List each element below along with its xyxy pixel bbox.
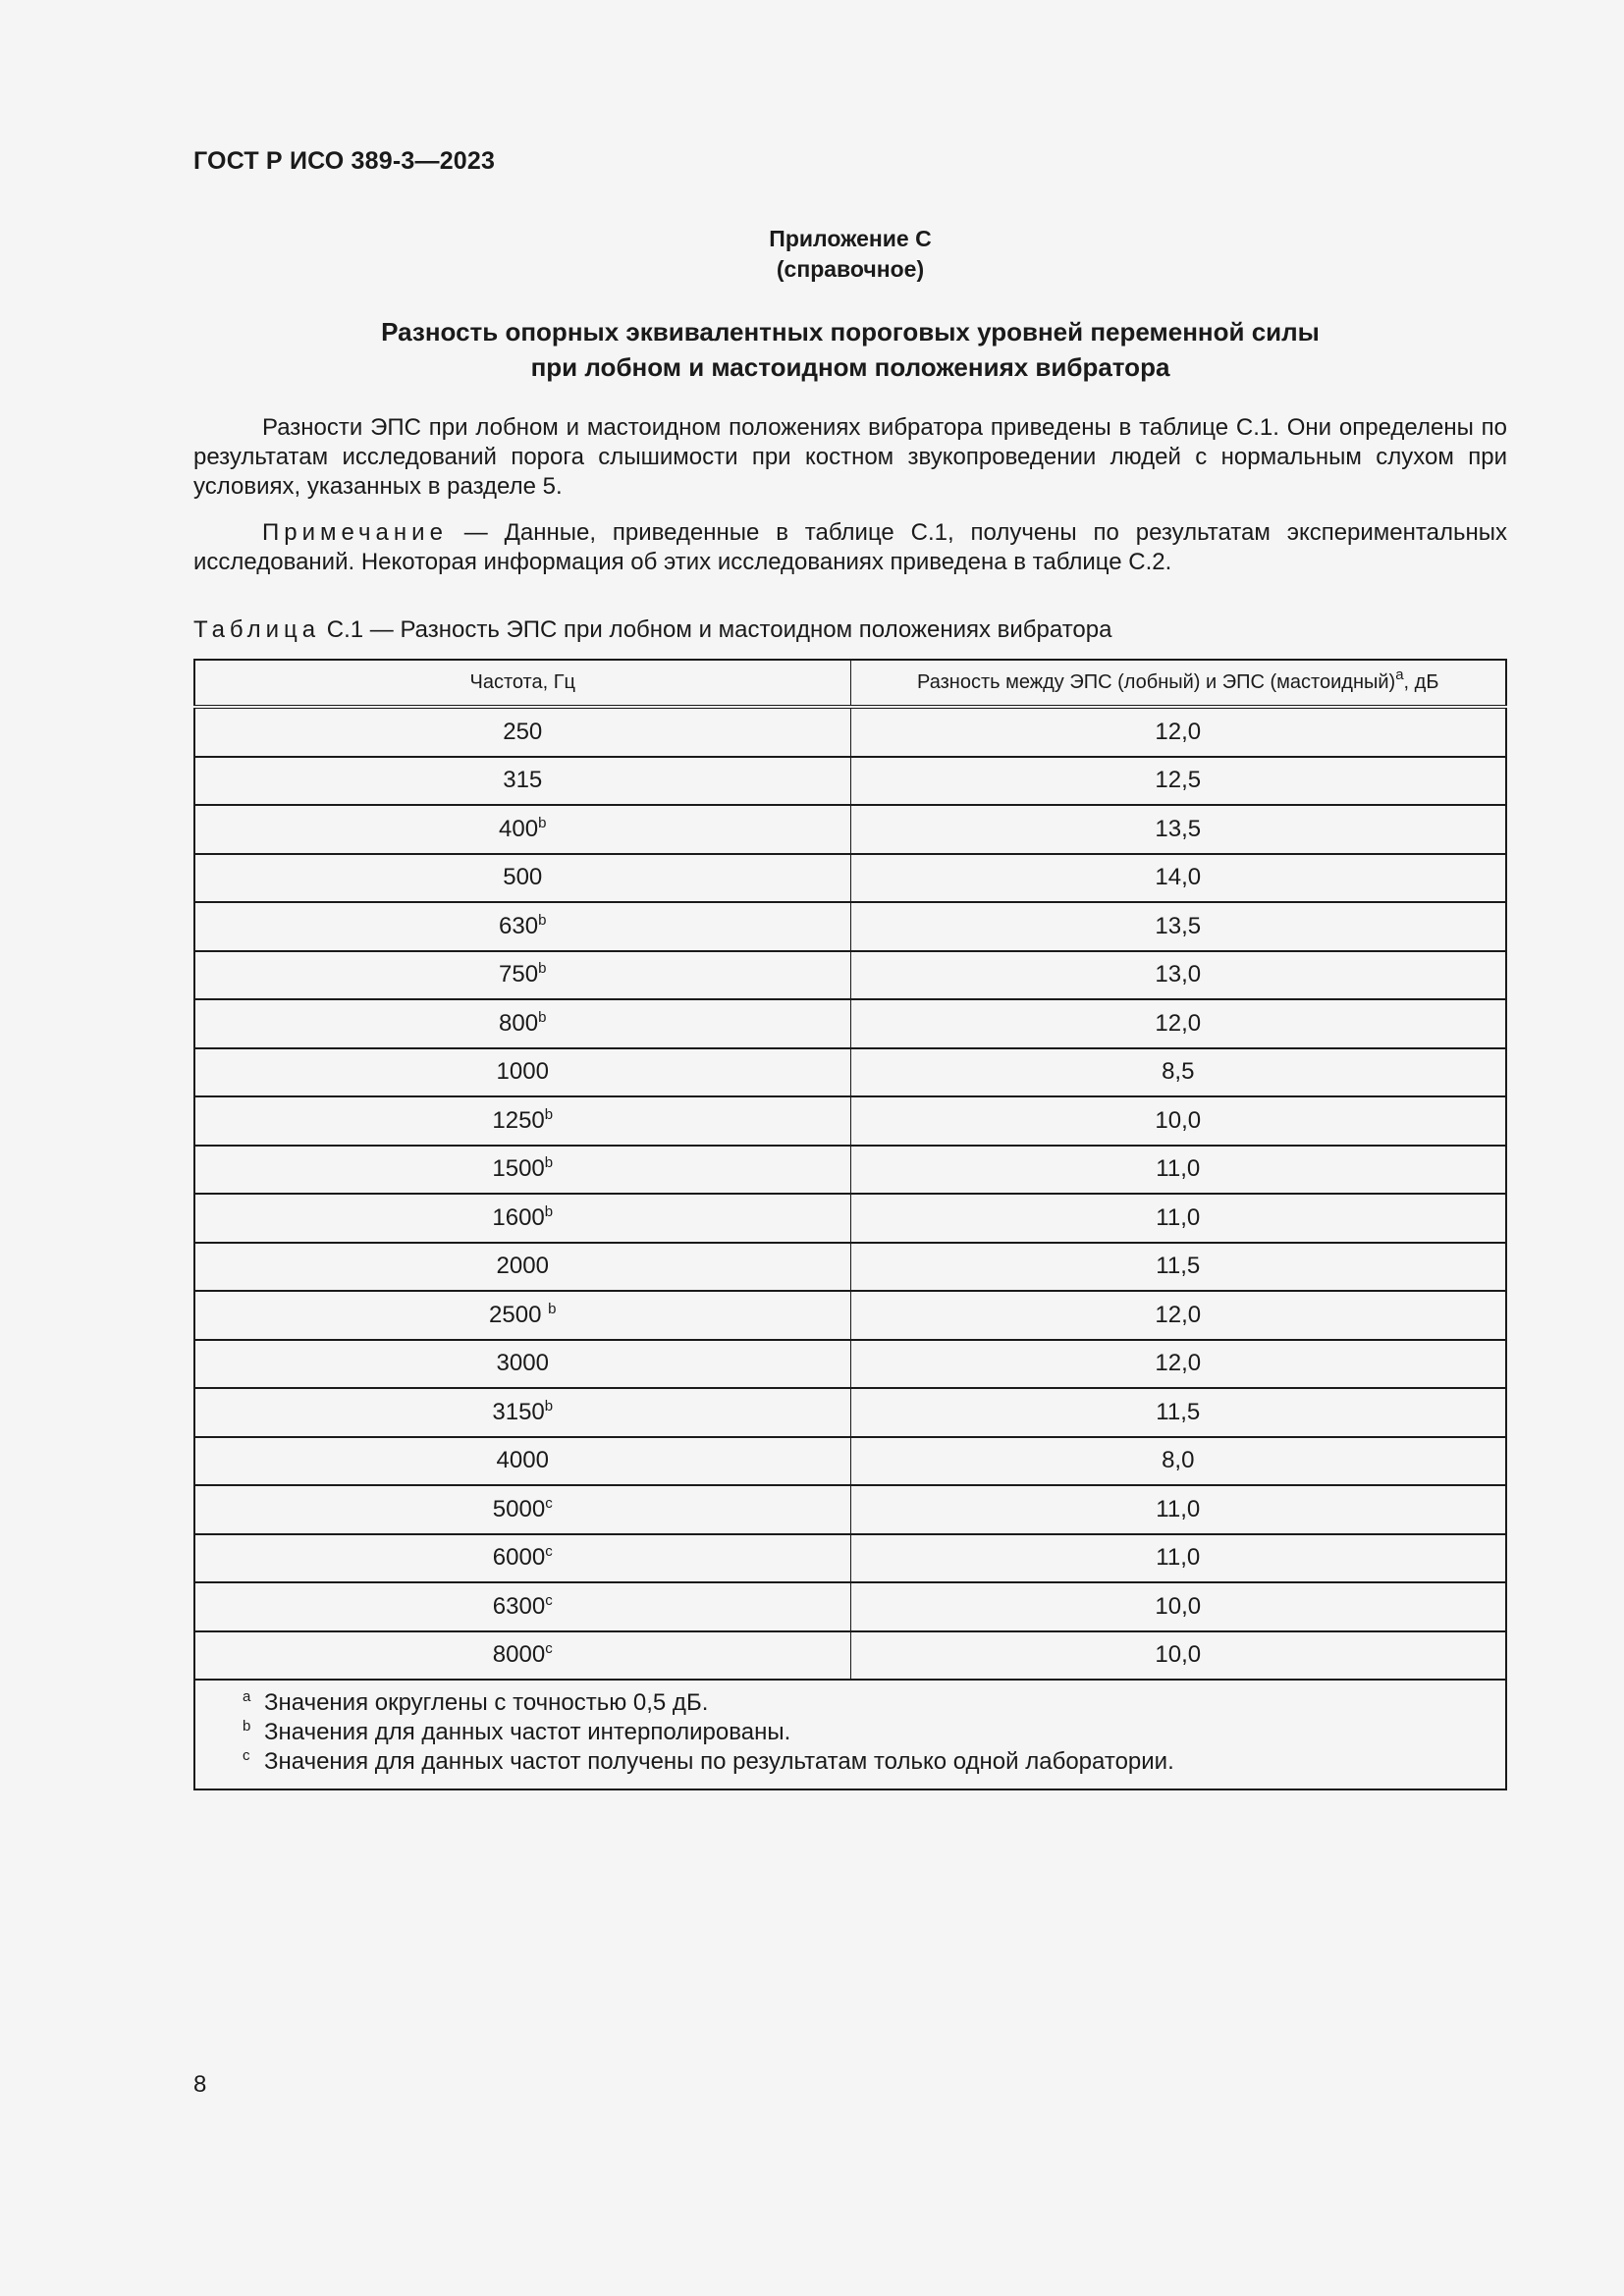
note-label: Примечание	[262, 519, 448, 546]
frequency-cell	[194, 1048, 850, 1097]
footnote-ref: b	[548, 1300, 557, 1317]
footnote-ref: c	[545, 1543, 553, 1561]
frequency-cell	[194, 1437, 850, 1486]
column-header-frequency: Частота, Гц	[194, 660, 850, 707]
frequency-cell	[194, 1291, 850, 1340]
table-row	[194, 1582, 1506, 1631]
footnote-ref: b	[538, 1008, 547, 1026]
frequency-value: 250	[503, 718, 543, 745]
footnote: $^c$ Значения для данных частот получены по результатам только одной лаборатории.	[243, 1747, 1174, 1775]
frequency-value: 8000	[492, 1641, 546, 1669]
frequency-value: 400	[499, 815, 539, 842]
frequency-value: 1250	[492, 1106, 545, 1134]
frequency-cell	[194, 1534, 850, 1583]
table-row	[194, 757, 1506, 806]
frequency-value: 1000	[496, 1058, 549, 1086]
column-header-difference-text: Разность между ЭПС (лобный) и ЭПС (мастоидный)	[917, 671, 1396, 693]
frequency-value: 800	[499, 1009, 539, 1037]
difference-cell: 11,0	[850, 1146, 1506, 1195]
frequency-value: 4000	[496, 1447, 549, 1474]
table-row	[194, 1437, 1506, 1486]
footnote-ref: b	[538, 911, 547, 929]
frequency-cell	[194, 805, 850, 854]
footnote-text: Значения округлены с точностью 0,5 дБ.	[264, 1689, 709, 1716]
difference-cell: 14,0	[850, 854, 1506, 903]
frequency-value: 3000	[496, 1350, 549, 1377]
frequency-value: 315	[503, 767, 543, 794]
frequency-value: 6000	[492, 1544, 546, 1572]
frequency-cell	[194, 1243, 850, 1292]
footnote-ref: b	[544, 1105, 554, 1123]
frequency-value: 500	[503, 864, 543, 891]
table-caption-label: Таблица	[193, 616, 321, 643]
frequency-value: 5000	[492, 1495, 546, 1522]
footnotes	[194, 1680, 1506, 1789]
footnote-ref: c	[545, 1640, 553, 1658]
annex-title	[193, 314, 1507, 385]
footnote: $^a$ Значения округлены с точностью 0,5 дБ.	[243, 1688, 709, 1716]
footnote-ref: b	[544, 1154, 554, 1172]
difference-cell: 8,0	[850, 1437, 1506, 1486]
page-number: 8	[193, 2071, 207, 2098]
difference-cell: 12,0	[850, 1340, 1506, 1389]
table-row	[194, 999, 1506, 1048]
table-row	[194, 1485, 1506, 1534]
frequency-cell	[194, 951, 850, 1000]
table-row	[194, 854, 1506, 903]
frequency-value: 2000	[496, 1253, 549, 1280]
table-row	[194, 1243, 1506, 1292]
difference-cell: 13,0	[850, 951, 1506, 1000]
frequency-cell	[194, 1194, 850, 1243]
frequency-value: 2500	[489, 1301, 549, 1328]
annex-label: Приложение С	[769, 226, 932, 251]
difference-cell: 13,5	[850, 902, 1506, 951]
table-row	[194, 1048, 1506, 1097]
table-row	[194, 707, 1506, 757]
annex-heading	[193, 224, 1507, 285]
frequency-cell	[194, 757, 850, 806]
table-row	[194, 1340, 1506, 1389]
footnotes-row	[194, 1680, 1506, 1789]
column-header-difference	[850, 660, 1506, 707]
annex-kind: (справочное)	[776, 256, 925, 282]
annex-title-line2: при лобном и мастоидном положениях вибратора	[530, 352, 1170, 382]
document-id: ГОСТ Р ИСО 389-3—2023	[193, 147, 496, 175]
frequency-value: 3150	[492, 1398, 545, 1425]
difference-cell: 12,0	[850, 1291, 1506, 1340]
difference-cell: 11,0	[850, 1534, 1506, 1583]
frequency-cell	[194, 854, 850, 903]
frequency-cell	[194, 707, 850, 757]
frequency-value: 6300	[492, 1592, 546, 1620]
note-text: — Данные, приведенные в таблице С.1, получены по результатам экспериментальных исследований. Некоторая информация об этих исследованиях приведена в таблице С.2.	[193, 519, 1507, 575]
table-row	[194, 902, 1506, 951]
footnote-text: Значения для данных частот получены по результатам только одной лаборатории.	[264, 1748, 1174, 1775]
annex-title-line1: Разность опорных эквивалентных пороговых уровней переменной силы	[381, 317, 1320, 347]
frequency-cell	[194, 1631, 850, 1681]
difference-cell: 12,5	[850, 757, 1506, 806]
table-header-row	[194, 660, 1506, 707]
frequency-cell	[194, 1388, 850, 1437]
difference-cell: 8,5	[850, 1048, 1506, 1097]
difference-cell: 10,0	[850, 1631, 1506, 1681]
note-paragraph	[193, 518, 1507, 577]
difference-cell: 10,0	[850, 1096, 1506, 1146]
frequency-value: 750	[499, 961, 539, 988]
frequency-cell	[194, 1485, 850, 1534]
footnote-ref: b	[538, 814, 547, 831]
difference-cell: 11,0	[850, 1194, 1506, 1243]
frequency-cell	[194, 1582, 850, 1631]
footnote-ref: a	[1395, 667, 1404, 683]
table-row	[194, 1194, 1506, 1243]
difference-cell: 12,0	[850, 707, 1506, 757]
footnote-ref: b	[544, 1397, 554, 1415]
frequency-cell	[194, 1146, 850, 1195]
intro-paragraph: Разности ЭПС при лобном и мастоидном положениях вибратора приведены в таблице С.1. Они определены по результатам исследований порога слышимости при костном звукопроведении людей с нормальным слухом при условиях, указанных в разделе 5.	[193, 414, 1507, 500]
table-row	[194, 1388, 1506, 1437]
table-caption-text: С.1 — Разность ЭПС при лобном и мастоидном положениях вибратора	[320, 616, 1112, 643]
difference-cell: 11,5	[850, 1243, 1506, 1292]
footnote-ref: b	[538, 960, 547, 978]
table-row	[194, 1631, 1506, 1681]
difference-cell: 10,0	[850, 1582, 1506, 1631]
table-row	[194, 1096, 1506, 1146]
frequency-cell	[194, 1096, 850, 1146]
frequency-cell	[194, 1340, 850, 1389]
footnote-ref: c	[545, 1591, 553, 1609]
difference-cell: 12,0	[850, 999, 1506, 1048]
difference-cell: 11,0	[850, 1485, 1506, 1534]
difference-cell: 11,5	[850, 1388, 1506, 1437]
frequency-value: 1600	[492, 1203, 545, 1231]
footnote-text: Значения для данных частот интерполированы.	[264, 1719, 791, 1745]
footnote: $^b$ Значения для данных частот интерполированы.	[243, 1718, 791, 1745]
frequency-cell	[194, 902, 850, 951]
footnote-ref: c	[545, 1494, 553, 1512]
table-row	[194, 805, 1506, 854]
frequency-value: 630	[499, 912, 539, 939]
table-row	[194, 951, 1506, 1000]
table-row	[194, 1534, 1506, 1583]
table-row	[194, 1291, 1506, 1340]
footnote-ref: b	[544, 1202, 554, 1220]
table-row	[194, 1146, 1506, 1195]
table-caption	[193, 616, 1111, 644]
frequency-value: 1500	[492, 1155, 545, 1183]
column-header-unit: , дБ	[1403, 671, 1439, 693]
data-table	[193, 659, 1507, 1790]
frequency-cell	[194, 999, 850, 1048]
difference-cell: 13,5	[850, 805, 1506, 854]
